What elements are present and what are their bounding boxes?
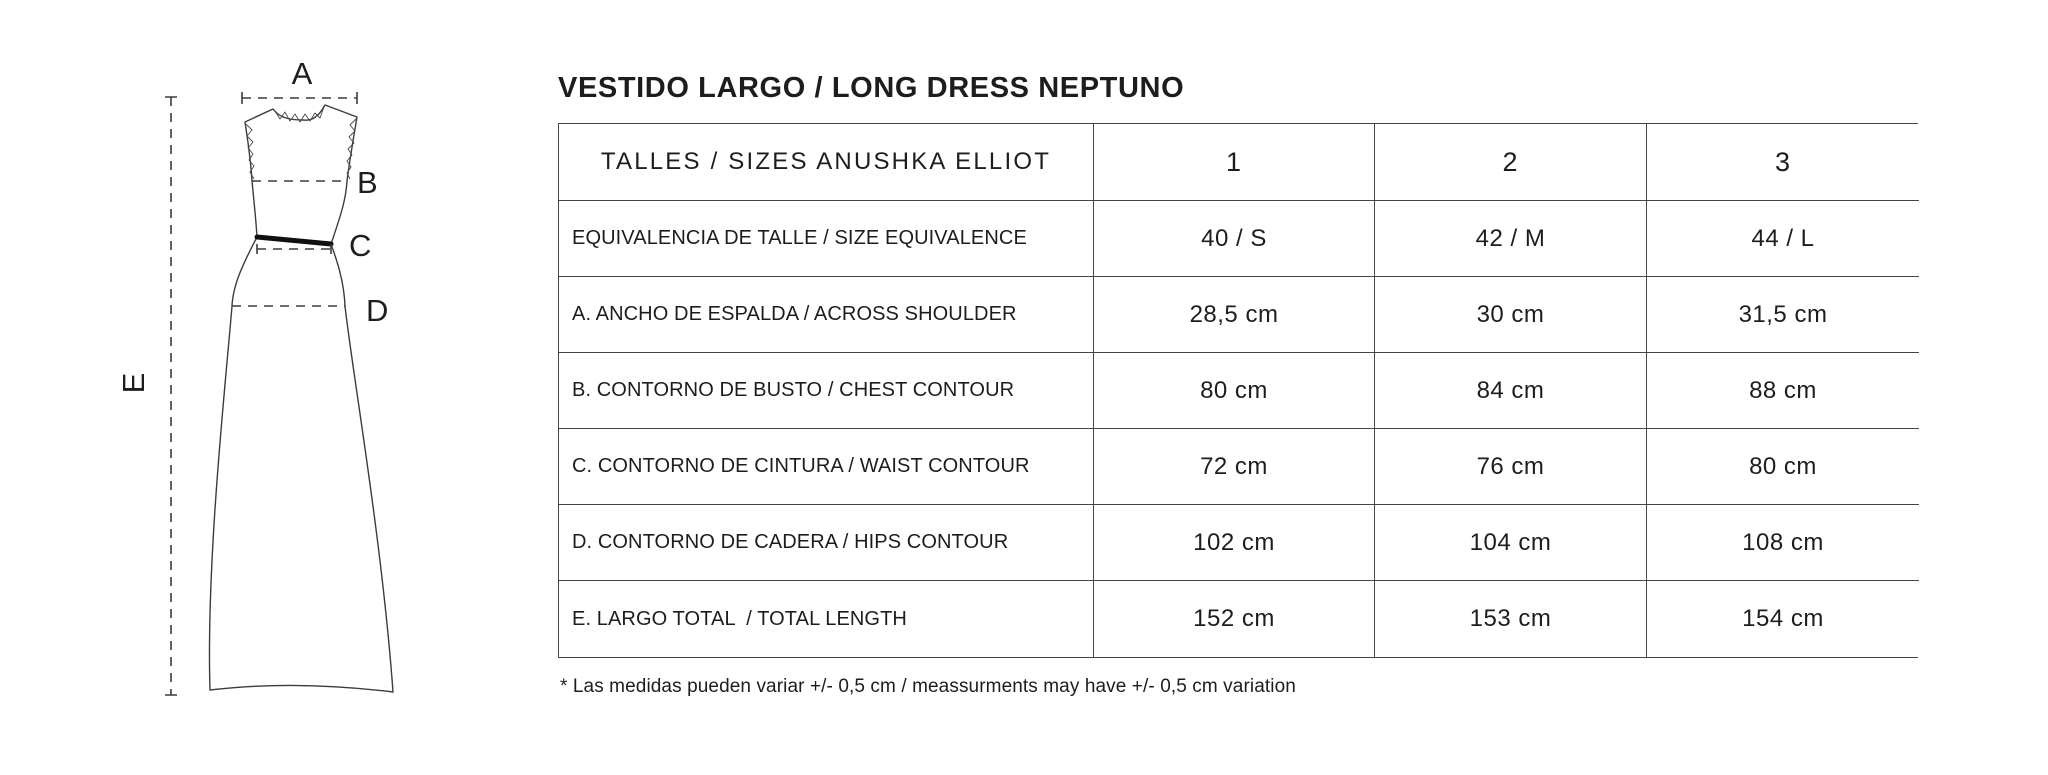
size-table <box>558 123 1918 658</box>
dress-diagram <box>60 40 520 746</box>
measurement-value: 154 cm <box>1647 581 1919 657</box>
dress-diagram-svg <box>60 40 520 746</box>
measurement-value: 80 cm <box>1094 353 1375 429</box>
measurement-value: 40 / S <box>1094 201 1375 277</box>
measurement-value: 80 cm <box>1647 429 1919 505</box>
measurement-value: 44 / L <box>1647 201 1919 277</box>
measurement-label: E. LARGO TOTAL / TOTAL LENGTH <box>559 581 1094 657</box>
measure-line-e-ticks <box>165 97 177 695</box>
measurement-value: 31,5 cm <box>1647 277 1919 353</box>
size-column-header-1: 1 <box>1094 124 1375 201</box>
measurement-label: EQUIVALENCIA DE TALLE / SIZE EQUIVALENCE <box>559 201 1094 277</box>
dim-label-e: E <box>116 372 151 394</box>
measurement-value: 84 cm <box>1375 353 1647 429</box>
measurement-value: 108 cm <box>1647 505 1919 581</box>
measurement-label: A. ANCHO DE ESPALDA / ACROSS SHOULDER <box>559 277 1094 353</box>
size-column-header-3: 3 <box>1647 124 1919 201</box>
measurement-value: 76 cm <box>1375 429 1647 505</box>
measurement-value: 42 / M <box>1375 201 1647 277</box>
waist-belt <box>257 237 331 244</box>
measurement-label: D. CONTORNO DE CADERA / HIPS CONTOUR <box>559 505 1094 581</box>
measurement-label: B. CONTORNO DE BUSTO / CHEST CONTOUR <box>559 353 1094 429</box>
page-title: VESTIDO LARGO / LONG DRESS NEPTUNO <box>558 72 1185 104</box>
table-header-label: TALLES / SIZES ANUSHKA ELLIOT <box>559 124 1094 201</box>
measurement-value: 28,5 cm <box>1094 277 1375 353</box>
measurement-label: C. CONTORNO DE CINTURA / WAIST CONTOUR <box>559 429 1094 505</box>
dim-label-d: D <box>366 293 389 328</box>
measurement-value: 104 cm <box>1375 505 1647 581</box>
dim-label-a: A <box>291 56 313 91</box>
tolerance-footnote: * Las medidas pueden variar +/- 0,5 cm / meassurments may have +/- 0,5 cm variation <box>560 676 1296 697</box>
measurement-value: 30 cm <box>1375 277 1647 353</box>
measurement-value: 152 cm <box>1094 581 1375 657</box>
measurement-value: 153 cm <box>1375 581 1647 657</box>
size-column-header-2: 2 <box>1375 124 1647 201</box>
measurement-value: 88 cm <box>1647 353 1919 429</box>
measurement-value: 102 cm <box>1094 505 1375 581</box>
dim-label-c: C <box>349 228 372 263</box>
measurement-value: 72 cm <box>1094 429 1375 505</box>
dim-label-b: B <box>357 165 378 200</box>
